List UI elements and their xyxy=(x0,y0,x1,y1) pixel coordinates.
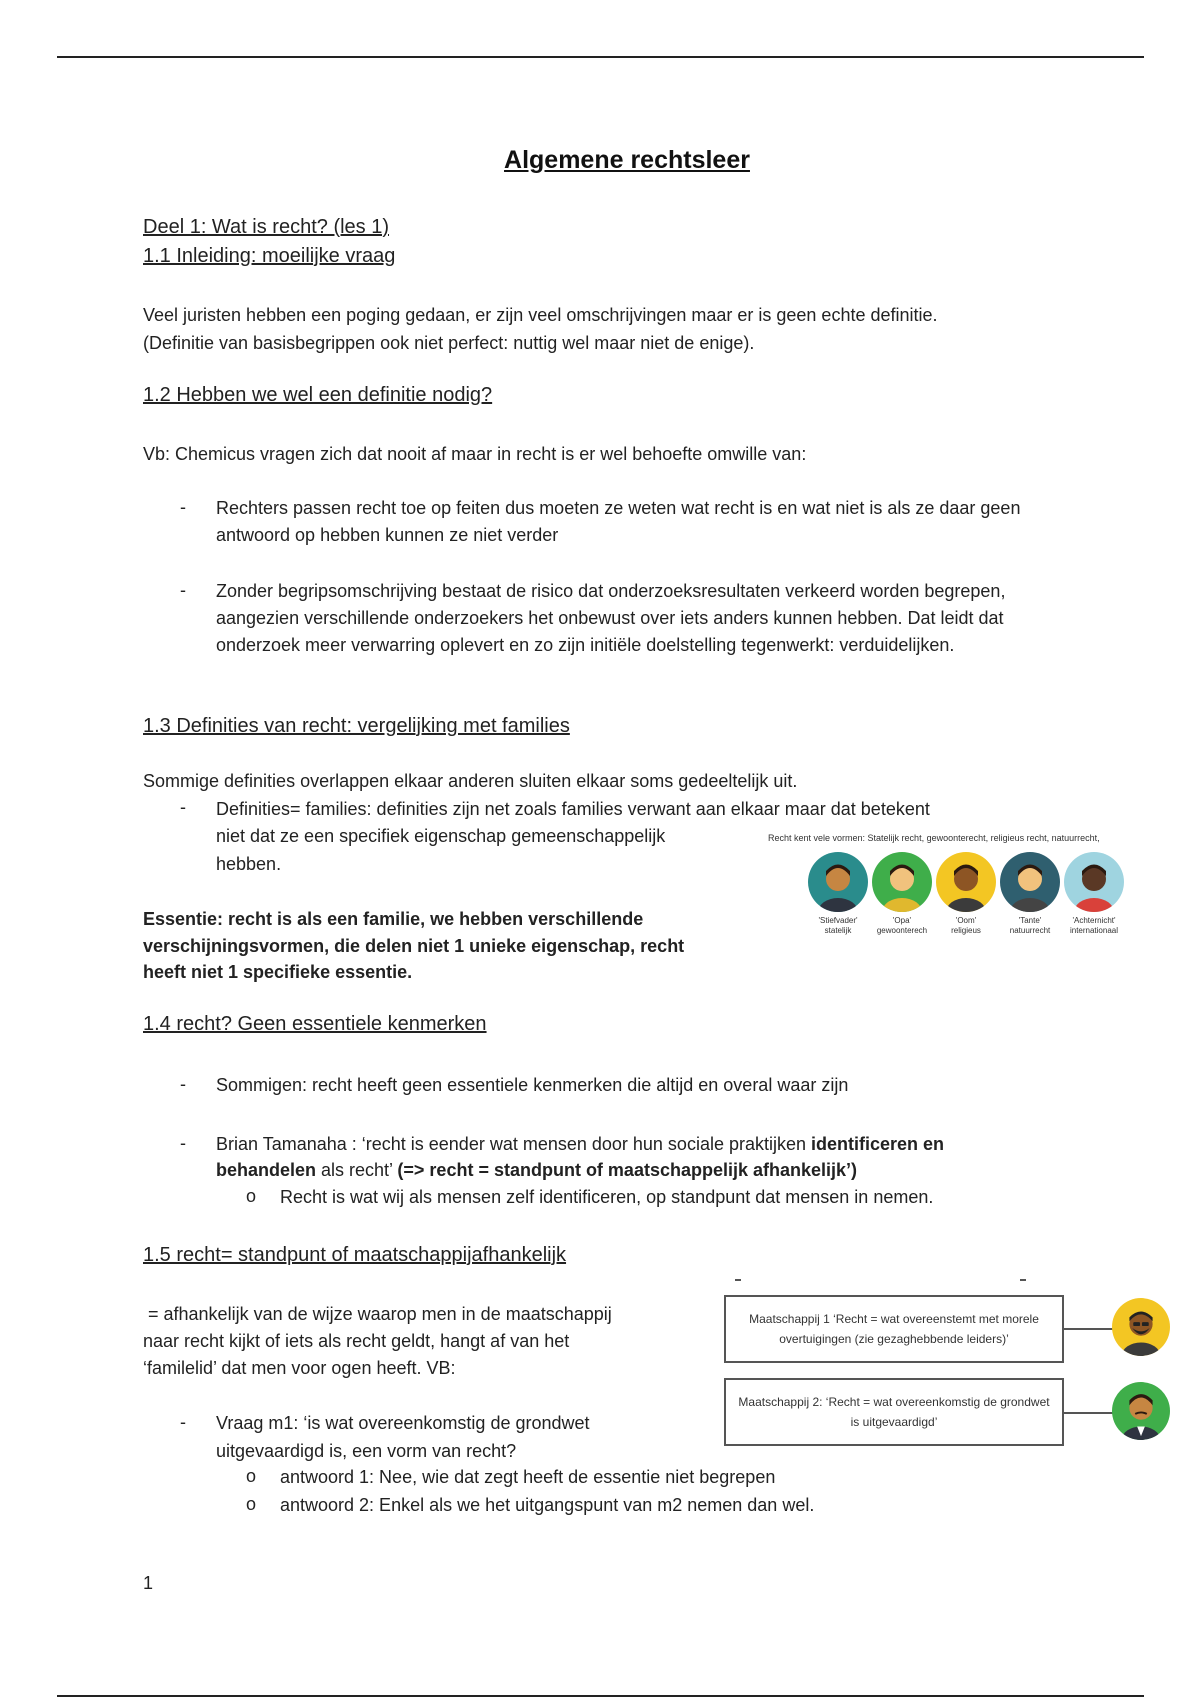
family-avatar-label-role: 'Tante' xyxy=(1018,916,1042,925)
family-avatar-label-role: 'Achternicht' xyxy=(1072,916,1116,925)
bullet-dash: - xyxy=(180,580,186,600)
society-2-avatar xyxy=(1112,1382,1170,1440)
family-avatar-label xyxy=(995,916,1065,936)
section-1-1-line1: Veel juristen hebben een poging gedaan, er zijn veel omschrijvingen maar er is geen echte definitie. xyxy=(143,305,938,325)
family-avatar-label-role: 'Opa' xyxy=(892,916,912,925)
society-2-connector xyxy=(1064,1412,1114,1414)
person-icon xyxy=(1112,1382,1170,1440)
family-avatar-label-type: gewoonterech xyxy=(876,926,928,935)
family-avatar-label-type: statelijk xyxy=(824,926,852,935)
family-avatar xyxy=(808,852,868,912)
bullet2-text-a: Brian Tamanaha : ‘recht is eender wat mensen door hun sociale praktijken xyxy=(216,1134,812,1154)
section-1-3-heading: 1.3 Definities van recht: vergelijking met families xyxy=(143,715,570,737)
person-icon xyxy=(936,852,996,912)
family-avatar xyxy=(1064,852,1124,912)
diagram-tick xyxy=(735,1279,741,1281)
page-number: 1 xyxy=(143,1573,154,1593)
society-1-box: Maatschappij 1 ‘Recht = wat overeenstemt met morele overtuigingen (zie gezaghebbende leiders)’ xyxy=(724,1295,1064,1363)
section-1-4-bullet2-line2 xyxy=(216,1157,857,1184)
family-avatar-label-type: natuurrecht xyxy=(1009,926,1051,935)
section-1-2-intro: Vb: Chemicus vragen zich dat nooit af maar in recht is er wel behoefte omwille van: xyxy=(143,444,807,464)
section-1-3-bullet-line2: niet dat ze een specifiek eigenschap gemeenschappelijk xyxy=(216,826,666,846)
society-1-avatar xyxy=(1112,1298,1170,1356)
section-1-4-bullet2-line1 xyxy=(216,1131,944,1158)
family-avatar-label xyxy=(1059,916,1129,936)
person-icon xyxy=(1064,852,1124,912)
sub-bullet-circle: o xyxy=(246,1466,257,1486)
section-1-5-sub2: antwoord 2: Enkel als we het uitgangspunt van m2 nemen dan wel. xyxy=(280,1495,815,1515)
society-2-box: Maatschappij 2: ‘Recht = wat overeenkomstig de grondwet is uitgevaardigd’ xyxy=(724,1378,1064,1446)
document-title: Algemene rechtsleer xyxy=(504,146,750,174)
section-1-3-intro: Sommige definities overlappen elkaar anderen sluiten elkaar soms gedeeltelijk uit. xyxy=(143,771,798,791)
section-1-5-line2: naar recht kijkt of iets als recht geldt, hangt af van het xyxy=(143,1331,570,1351)
sub-bullet-circle: o xyxy=(246,1186,257,1206)
family-avatar-label-type: internationaal xyxy=(1069,926,1119,935)
sub-bullet-circle: o xyxy=(246,1494,257,1514)
header-rule xyxy=(57,56,1144,58)
section-1-4-bullet1: Sommigen: recht heeft geen essentiele kenmerken die altijd en overal waar zijn xyxy=(216,1075,849,1095)
family-figure xyxy=(760,828,1160,948)
section-1-5-bullet-line2: uitgevaardigd is, een vorm van recht? xyxy=(216,1441,517,1461)
family-avatar xyxy=(1000,852,1060,912)
bullet2-text-c: behandelen xyxy=(216,1160,317,1180)
section-1-1-heading: 1.1 Inleiding: moeilijke vraag xyxy=(143,245,396,267)
bullet-dash: - xyxy=(180,497,186,517)
family-avatar-label xyxy=(931,916,1001,936)
bullet2-text-d: als recht’ xyxy=(316,1160,398,1180)
section-1-3-bullet-line3: hebben. xyxy=(216,854,282,874)
essence-line1: Essentie: recht is als een familie, we hebben verschillende xyxy=(143,909,644,929)
section-1-4-heading: 1.4 recht? Geen essentiele kenmerken xyxy=(143,1013,487,1035)
person-icon xyxy=(808,852,868,912)
section-1-1-line2: (Definitie van basisbegrippen ook niet perfect: nuttig wel maar niet de enige). xyxy=(143,333,755,353)
person-icon xyxy=(872,852,932,912)
family-figure-caption: Recht kent vele vormen: Statelijk recht, gewoonterecht, religieus recht, natuurrecht, xyxy=(768,833,1100,843)
bullet-dash: - xyxy=(180,1412,186,1432)
essence-line2: verschijningsvormen, die delen niet 1 unieke eigenschap, recht xyxy=(143,936,685,956)
family-avatar-label-role: 'Oom' xyxy=(955,916,977,925)
family-avatar xyxy=(936,852,996,912)
family-avatar-label-role: 'Stiefvader' xyxy=(818,916,858,925)
person-icon xyxy=(1112,1298,1170,1356)
bullet2-text-b: identificeren en xyxy=(811,1134,945,1154)
section-1-4-sub1: Recht is wat wij als mensen zelf identificeren, op standpunt dat mensen in nemen. xyxy=(280,1187,934,1207)
family-avatar-label xyxy=(803,916,873,936)
bullet-dash: - xyxy=(180,797,186,817)
section-1-5-line3: ‘familelid’ dat men voor ogen heeft. VB: xyxy=(143,1358,456,1378)
section-1-2-bullet2: Zonder begripsomschrijving bestaat de risico dat onderzoeksresultaten verkeerd worden begrepen, aangezien verschillende onderzoekers het onbewust over iets anders kunnen hebben. Dat leidt dat onderzoek meer verwarring oplevert en zo zijn initiële doelstelling tegenwerkt: verduidelijken. xyxy=(216,581,1006,655)
section-1-3-bullet-line1: Definities= families: definities zijn net zoals families verwant aan elkaar maar dat betekent xyxy=(216,799,930,819)
section-1-5-heading: 1.5 recht= standpunt of maatschappijafhankelijk xyxy=(143,1244,567,1266)
family-avatar-label xyxy=(867,916,937,936)
bullet2-text-e: (=> recht = standpunt of maatschappelijk afhankelijk’) xyxy=(397,1160,858,1180)
diagram-tick xyxy=(1020,1279,1026,1281)
section-1-2-bullet1: Rechters passen recht toe op feiten dus moeten ze weten wat recht is en wat niet is als ze daar geen antwoord op hebben kunnen ze niet verder xyxy=(216,498,1021,545)
person-icon xyxy=(1000,852,1060,912)
section-1-5-sub1: antwoord 1: Nee, wie dat zegt heeft de essentie niet begrepen xyxy=(280,1467,776,1487)
section-1-5-bullet-line1: Vraag m1: ‘is wat overeenkomstig de grondwet xyxy=(216,1413,590,1433)
family-avatar xyxy=(872,852,932,912)
section-1-5-line1: = afhankelijk van de wijze waarop men in de maatschappij xyxy=(143,1304,612,1324)
part-heading: Deel 1: Wat is recht? (les 1) xyxy=(143,216,390,238)
family-avatar-label-type: religieus xyxy=(951,926,981,935)
bullet-dash: - xyxy=(180,1074,186,1094)
society-1-connector xyxy=(1064,1328,1114,1330)
essence-line3: heeft niet 1 specifieke essentie. xyxy=(143,962,413,982)
section-1-2-heading: 1.2 Hebben we wel een definitie nodig? xyxy=(143,384,493,406)
bullet-dash: - xyxy=(180,1133,186,1153)
footer-rule xyxy=(57,1695,1144,1697)
